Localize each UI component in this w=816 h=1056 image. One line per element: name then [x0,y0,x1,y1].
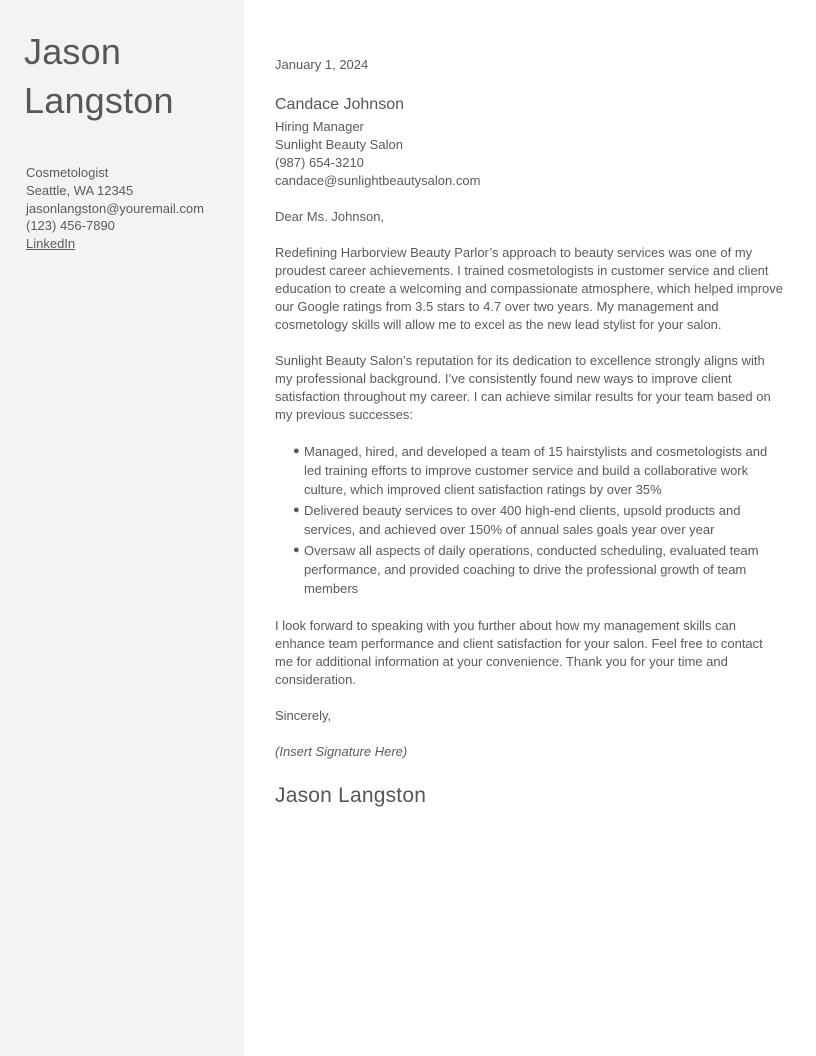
recipient-title: Hiring Manager [275,119,364,134]
linkedin-link[interactable]: LinkedIn [26,236,76,252]
bullet-icon: ● [293,504,300,516]
list-item [275,501,783,539]
contact-phone: (123) 456-7890 [26,218,115,234]
list-item-text: Delivered beauty services to over 400 high-end clients, upsold products and services, and achieved over 150% of annual sales goals year over year [304,503,741,537]
signature-placeholder: (Insert Signature Here) [275,744,408,759]
list-item-text: Managed, hired, and developed a team of 15 hairstylists and cosmetologists and led training efforts to improve customer service and build a collaborative work culture, which improved client satisfaction ratings by over 35% [304,444,768,497]
signature-name: Jason Langston [275,784,427,807]
applicant-name-line1: Jason [24,31,122,72]
letter-date: January 1, 2024 [275,57,369,72]
recipient-email: candace@sunlightbeautysalon.com [275,173,481,188]
bullet-icon: ● [293,445,300,457]
applicant-name-line2: Langston [24,80,174,121]
closing: Sincerely, [275,708,332,723]
paragraph-2: Sunlight Beauty Salon’s reputation for its dedication to excellence strongly aligns with my professional background. I’ve consistently found new ways to improve client satisfaction throughout my career. I can achieve similar results for your team based on my previous successes: [275,353,771,422]
closing-paragraph: I look forward to speaking with you further about how my management skills can enhance team performance and client satisfaction for your salon. Feel free to contact me for additional information at your convenience. Thank you for your time and consideration. [275,618,763,687]
achievements-list [275,442,783,598]
contact-location: Seattle, WA 12345 [26,182,134,198]
list-item [275,442,783,499]
list-item-text: Oversaw all aspects of daily operations, conducted scheduling, evaluated team performance, and provided coaching to drive the professional growth of team members [304,543,759,596]
recipient-company: Sunlight Beauty Salon [275,137,403,152]
contact-email: jasonlangston@youremail.com [26,200,204,216]
letter-body [244,0,816,1056]
recipient-phone: (987) 654-3210 [275,155,364,170]
contact-job-title: Cosmetologist [26,165,109,180]
contact-block [26,164,244,253]
list-item [275,541,783,598]
salutation: Dear Ms. Johnson, [275,209,385,224]
recipient-block [275,94,783,190]
applicant-name [24,27,244,125]
paragraph-1: Redefining Harborview Beauty Parlor’s approach to beauty services was one of my proudest career achievements. I trained cosmetologists in customer service and client education to create a welcoming and compassionate atmosphere, which helped improve our Google ratings from 3.5 stars to 4.7 over two years. My management and cosmetology skills will allow me to excel as the new lead stylist for your salon. [275,245,784,332]
recipient-name: Candace Johnson [275,96,404,113]
bullet-icon: ● [293,544,300,556]
sidebar [0,0,244,1056]
